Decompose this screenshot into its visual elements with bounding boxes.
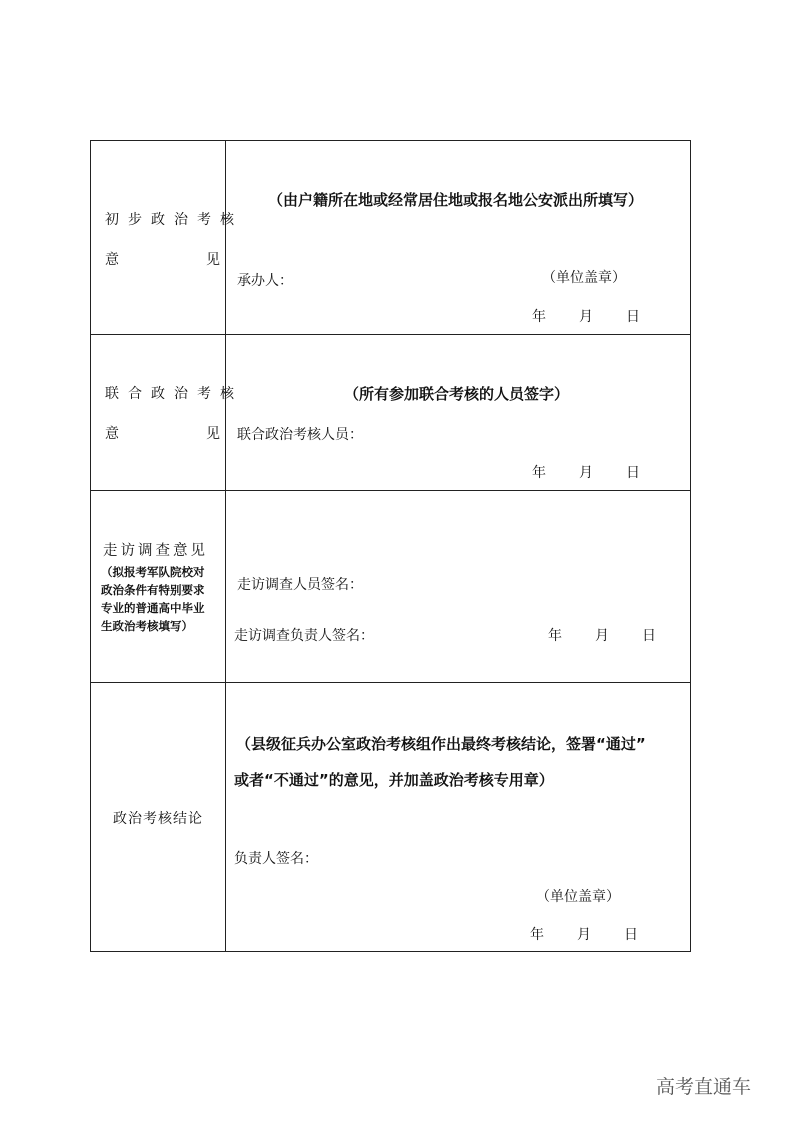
label-line2-left: 意	[105, 426, 119, 442]
political-review-form	[90, 140, 691, 952]
date-month: 月	[595, 628, 609, 644]
date-month: 月	[579, 309, 593, 325]
label-sub-4: 生政治考核填写）	[101, 619, 193, 633]
date-day: 日	[624, 927, 638, 943]
date-year: 年	[532, 465, 546, 481]
label-line1: 初步政治考核	[105, 212, 243, 228]
label-line2-left: 意	[105, 252, 119, 268]
instruction-note-line2: 或者“不通过”的意见，并加盖政治考核专用章）	[234, 771, 554, 789]
date-year: 年	[530, 927, 544, 943]
label: 政治考核结论	[113, 811, 203, 827]
lead-sign-label: 负责人签名：	[234, 851, 318, 867]
surveyor-sign-label: 走访调查人员签名：	[237, 577, 363, 593]
label-sub-2: 政治条件有特别要求	[101, 583, 205, 597]
section-content	[226, 335, 690, 490]
date-day: 日	[642, 628, 656, 644]
section-visit-survey	[91, 491, 690, 683]
section-content	[226, 491, 690, 682]
label-line1: 联合政治考核	[105, 386, 243, 402]
watermark: 高考直通车	[656, 1076, 752, 1098]
section-review-conclusion	[91, 683, 690, 951]
instruction-note-line1: （县级征兵办公室政治考核组作出最终考核结论，签署“通过”	[236, 735, 646, 753]
section-content	[226, 683, 690, 951]
label-sub-3: 专业的普通高中毕业	[101, 601, 205, 615]
date-month: 月	[577, 927, 591, 943]
section-label	[91, 683, 226, 951]
instruction-note: （由户籍所在地或经常居住地或报名地公安派出所填写）	[268, 191, 644, 209]
section-content	[226, 141, 690, 334]
label-line2-right: 见	[206, 426, 220, 442]
section-label	[91, 491, 226, 682]
instruction-note: （所有参加联合考核的人员签字）	[344, 385, 570, 403]
staff-label: 联合政治考核人员：	[237, 427, 363, 443]
section-preliminary-review	[91, 141, 690, 335]
lead-sign-label: 走访调查负责人签名：	[234, 628, 374, 644]
label-line2-right: 见	[206, 252, 220, 268]
handler-label: 承办人：	[237, 273, 293, 289]
date-day: 日	[626, 309, 640, 325]
date-year: 年	[532, 309, 546, 325]
section-joint-review	[91, 335, 690, 491]
label-line1: 走访调查意见	[103, 543, 208, 559]
section-label	[91, 141, 243, 334]
date-day: 日	[626, 465, 640, 481]
section-label	[91, 335, 243, 490]
seal-label: （单位盖章）	[536, 889, 620, 905]
label-sub-1: （拟报考军队院校对	[101, 565, 205, 579]
date-year: 年	[548, 628, 562, 644]
seal-label: （单位盖章）	[542, 270, 626, 286]
date-month: 月	[579, 465, 593, 481]
